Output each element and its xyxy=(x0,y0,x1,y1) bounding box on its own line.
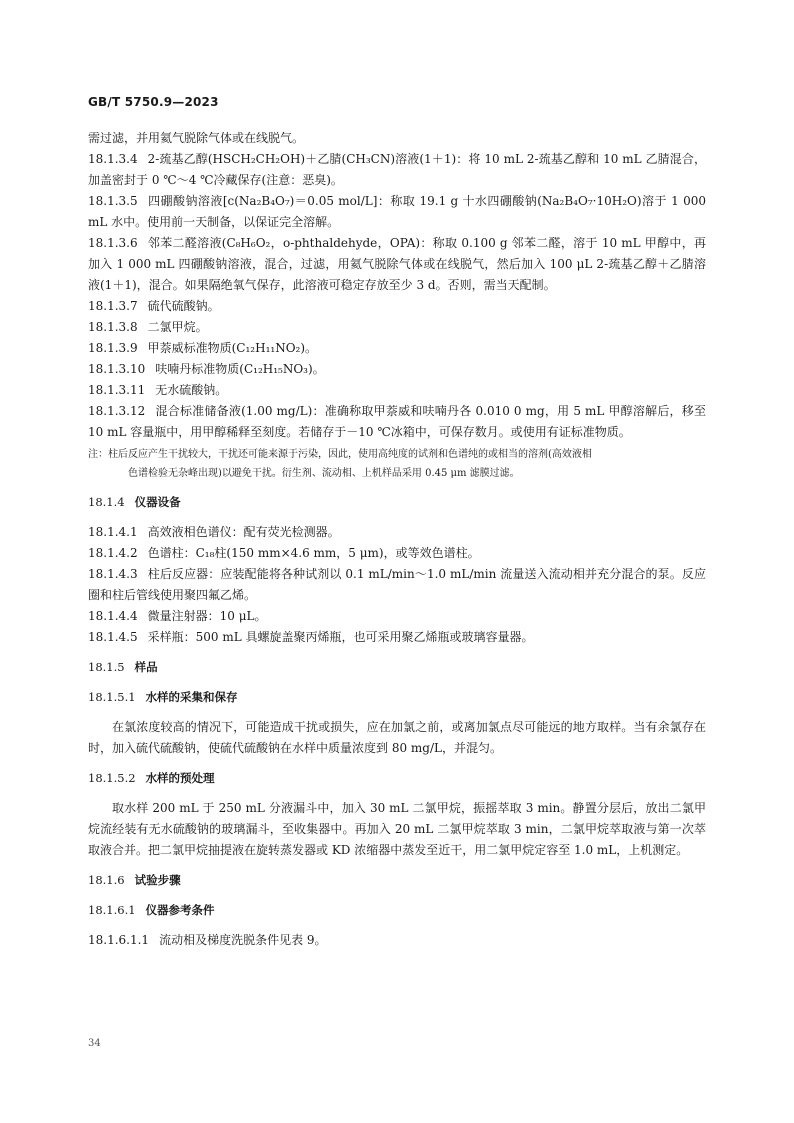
clause-18-1-3-10: 18.1.3.10 呋喃丹标准物质(C₁₂H₁₅NO₃)。 xyxy=(88,362,325,376)
clause-18-1-6-1-1: 18.1.6.1.1 流动相及梯度洗脱条件见表 9。 xyxy=(88,933,327,947)
clause-18-1-3-4: 18.1.3.4 2-巯基乙醇(HSCH₂CH₂OH)＋乙腈(CH₃CN)溶液(1＋1)：将 10 mL 2-巯基乙醇和 10 mL 乙腈混合，加盖密封于 0 ℃～4 ℃冷藏保存(注意：恶臭)。 xyxy=(88,152,706,187)
clause-18-1-4-4: 18.1.4.4 微量注射器：10 μL。 xyxy=(88,609,267,623)
clause-18-1-3-8: 18.1.3.8 二氯甲烷。 xyxy=(88,320,208,334)
clause-18-1-3-6: 18.1.3.6 邻苯二醛溶液(C₈H₆O₂，o-phthaldehyde，OPA)：称取 0.100 g 邻苯二醛，溶于 10 mL 甲醇中，再加入 1 000 mL 四硼酸钠溶液，混合，过滤，用氦气脱除气体或在线脱气，然后加入 100 μL 2-巯基乙醇＋乙腈溶液(1＋1)，混合。如果隔绝氧气保存，此溶液可稳定存放至少 3 d。否则，需当天配制。 xyxy=(88,236,706,292)
section-heading-18-1-6: 18.1.6 试验步骤 xyxy=(88,873,181,887)
paragraph-pretreatment: 取水样 200 mL 于 250 mL 分液漏斗中，加入 30 mL 二氯甲烷，振摇萃取 3 min。静置分层后，放出二氯甲烷流经装有无水硫酸钠的玻璃漏斗，至收集器中。再加入 20 mL 二氯甲烷萃取 3 min，二氯甲烷萃取液与第一次萃取液合并。把二氯甲烷抽提液在旋转蒸发器或 KD 浓缩器中蒸发至近干，用二氯甲烷定容至 1.0 mL，上机测定。 xyxy=(88,801,706,857)
paragraph: 需过滤，并用氦气脱除气体或在线脱气。 xyxy=(88,131,305,145)
clause-18-1-4-2: 18.1.4.2 色谱柱：C₁₈柱(150 mm×4.6 mm，5 μm)，或等效色谱柱。 xyxy=(88,546,480,560)
standard-code: GB/T 5750.9—2023 xyxy=(88,95,219,109)
paragraph-sampling: 在氯浓度较高的情况下，可能造成干扰或损失，应在加氯之前，或离加氯点尽可能远的地方取样。当有余氯存在时，加入硫代硫酸钠，使硫代硫酸钠在水样中质量浓度到 80 mg/L，并混匀。 xyxy=(88,720,706,755)
note-label: 注： xyxy=(88,449,108,460)
clause-18-1-3-12: 18.1.3.12 混合标准储备液(1.00 mg/L)：准确称取甲萘威和呋喃丹各 0.010 0 mg，用 5 mL 甲醇溶解后，移至 10 mL 容量瓶中，用甲醇稀释至刻度。若储存于－10 ℃冰箱中，可保存数月。或使用有证标准物质。 xyxy=(88,404,706,439)
section-heading-18-1-5-1: 18.1.5.1 水样的采集和保存 xyxy=(88,690,238,704)
clause-18-1-3-11: 18.1.3.11 无水硫酸钠。 xyxy=(88,383,228,397)
page-body xyxy=(88,128,706,951)
note-continuation: 色谱检验无杂峰出现)以避免干扰。衍生剂、流动相、上机样品采用 0.45 μm 滤膜过滤。 xyxy=(128,468,520,479)
clause-18-1-4-5: 18.1.4.5 采样瓶：500 mL 具螺旋盖聚丙烯瓶，也可采用聚乙烯瓶或玻璃容量器。 xyxy=(88,630,534,644)
section-heading-18-1-5-2: 18.1.5.2 水样的预处理 xyxy=(88,771,215,785)
clause-18-1-3-9: 18.1.3.9 甲萘威标准物质(C₁₂H₁₁NO₂)。 xyxy=(88,341,318,355)
clause-18-1-3-7: 18.1.3.7 硫代硫酸钠。 xyxy=(88,299,220,313)
page-number: 34 xyxy=(88,1038,101,1049)
clause-18-1-4-1: 18.1.4.1 高效液相色谱仪：配有荧光检测器。 xyxy=(88,525,340,539)
section-heading-18-1-5: 18.1.5 样品 xyxy=(88,660,158,674)
clause-18-1-3-5: 18.1.3.5 四硼酸钠溶液[c(Na₂B₄O₇)＝0.05 mol/L]：称取 19.1 g 十水四硼酸钠(Na₂B₄O₇·10H₂O)溶于 1 000 mL 水中。使用前一天制备，以保证完全溶解。 xyxy=(88,194,706,229)
clause-18-1-4-3: 18.1.4.3 柱后反应器：应装配能将各种试剂以 0.1 mL/min～1.0 mL/min 流量送入流动相并充分混合的泵。反应圈和柱后管线使用聚四氟乙烯。 xyxy=(88,567,706,602)
section-heading-18-1-4: 18.1.4 仪器设备 xyxy=(88,495,181,509)
note: 注：柱后反应产生干扰较大，干扰还可能来源于污染，因此，使用高纯度的试剂和色谱纯的或相当的溶剂(高效液相 xyxy=(88,449,592,460)
section-heading-18-1-6-1: 18.1.6.1 仪器参考条件 xyxy=(88,903,215,917)
